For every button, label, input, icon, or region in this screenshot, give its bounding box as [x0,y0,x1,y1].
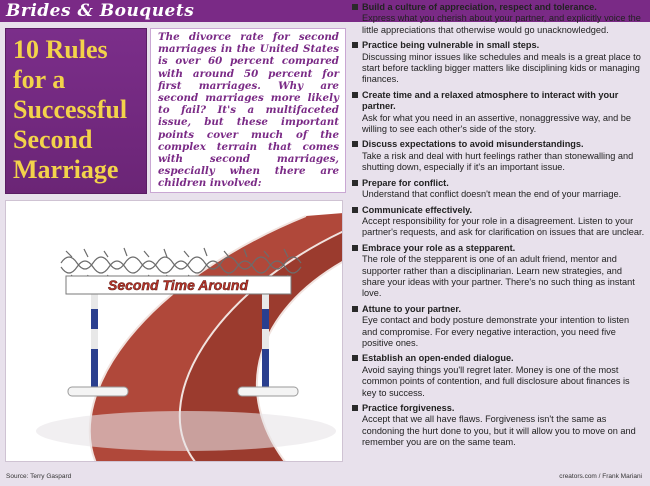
rule-item [352,2,646,36]
section-title: Brides & Bouquets [6,1,195,21]
rule-title-text: Prepare for conflict. [362,177,449,188]
intro-text: The divorce rate for second marriages in the United States is over 60 percent compared with around 50 percent for first marriages. Why are second marriages more likely to fail? It's a multifaceted issue, but these important points cover much of the complex terrain that comes with second marriages, especially when there are children involved: [158,31,339,190]
rule-body: Take a risk and deal with hurt feelings rather than stonewalling and shutting down, especially if it's an important issue. [362,150,634,173]
rule-body: Avoid saying things you'll regret later. Money is one of the most common points of contention, and full disclosure about finances is key to success. [362,364,630,398]
square-bullet-icon [352,180,358,186]
rule-title [352,139,646,150]
rule-title-text: Practice forgiveness. [362,403,455,413]
rule-title [352,2,646,13]
left-post-stripe [91,329,98,349]
rule-body: The role of the stepparent is one of an adult friend, mentor and supporter rather than a disciplinarian. Learn new strategies, and share your ideas with your partner. There's no such thing as instant love. [362,254,635,299]
left-foot [68,387,128,396]
rule-title-text: Discuss expectations to avoid misunderstandings. [362,139,584,150]
square-bullet-icon [352,207,358,213]
ground-shadow [36,411,336,451]
rule-title-text: Attune to your partner. [362,303,462,314]
article-title: 10 Rules for a Successful Second Marriage [13,35,128,184]
artist-credit: creators.com / Frank Mariani [559,473,642,480]
rule-body: Express what you cherish about your partner, and explicitly voice the little appreciations that otherwise would go unacknowledged. [362,13,641,35]
rule-item [352,40,646,86]
rule-item [352,353,646,399]
rule-title [352,304,646,315]
rule-title-text: Embrace your role as a stepparent. [362,242,516,253]
banner-text: Second Time Around [107,277,249,293]
source-credit: Source: Terry Gaspard [6,473,72,480]
rule-title [352,90,646,113]
rule-item [352,178,646,201]
rule-title-text: Create time and a relaxed atmosphere to interact with your partner. [362,89,619,112]
rule-title-text: Practice being vulnerable in small steps. [362,40,540,51]
square-bullet-icon [352,306,358,312]
square-bullet-icon [352,4,358,10]
rule-title [352,40,646,51]
title-box [5,28,147,194]
rule-item [352,243,646,300]
rule-body: Accept responsibility for your role in a disagreement. Listen to your partner's requests, and ask for clarification on issues that are unclear. [362,215,645,238]
rule-item [352,403,646,449]
rule-body: Understand that conflict doesn't mean the end of your marriage. [362,189,622,200]
square-bullet-icon [352,355,358,361]
rule-item [352,139,646,173]
rule-item [352,205,646,239]
hurdle-illustration [5,200,343,462]
rule-item [352,304,646,350]
rules-list [352,2,646,453]
square-bullet-icon [352,42,358,48]
rule-body: Accept that we all have flaws. Forgiveness isn't the same as condoning the hurt done to you, but it will allow you to move on and remember you are on the same team. [362,414,636,448]
rule-body: Discussing minor issues like schedules and meals is a great place to start before tackling bigger matters like disciplining kids or managing finances. [362,51,641,85]
rule-title [352,403,646,414]
rule-title-text: Build a culture of appreciation, respect and tolerance. [362,2,597,12]
rule-body: Eye contact and body posture demonstrate your intention to listen and compromise. For every negative interaction, you need five positive ones. [362,315,630,348]
rule-title [352,178,646,189]
square-bullet-icon [352,245,358,251]
intro-box [150,28,346,193]
rule-title-text: Communicate effectively. [362,204,473,215]
square-bullet-icon [352,141,358,147]
right-foot [238,387,298,396]
square-bullet-icon [352,405,358,411]
rule-body: Ask for what you need in an assertive, nonaggressive way, and be willing to see each other's side of the story. [362,112,631,135]
square-bullet-icon [352,92,358,98]
hurdle-svg [6,201,343,462]
rule-item [352,90,646,136]
right-post-stripe [262,329,269,349]
rule-title [352,205,646,216]
rule-title [352,353,646,364]
rule-title-text: Establish an open-ended dialogue. [362,353,514,364]
rule-title [352,243,646,254]
